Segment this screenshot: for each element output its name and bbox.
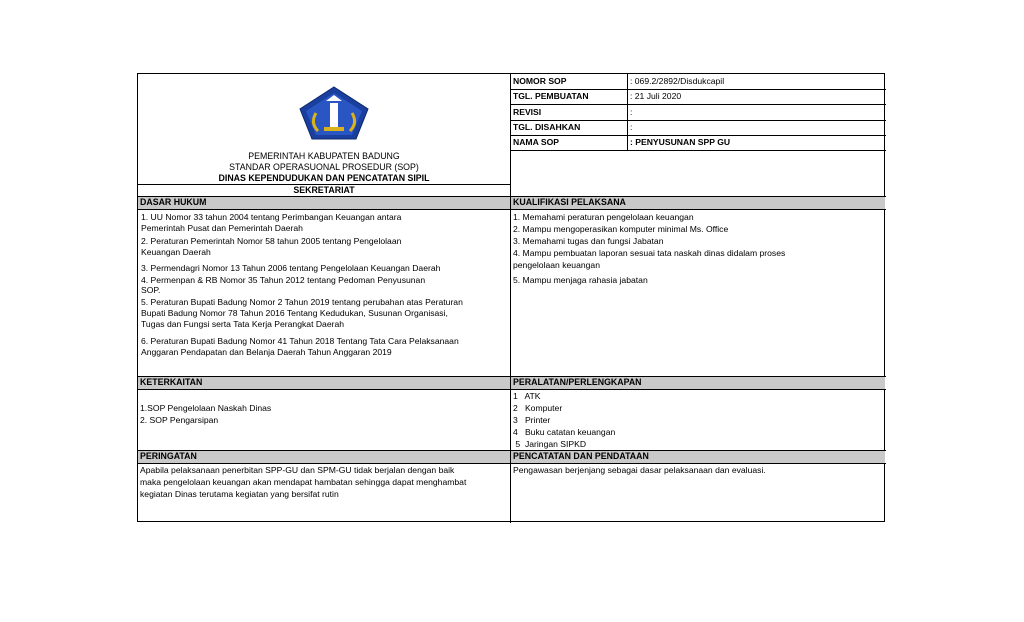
peralatan-item-3: 3 Printer: [513, 415, 551, 425]
info-value-tgl-disahkan: :: [630, 122, 633, 132]
info-label-tgl-pembuatan: TGL. PEMBUATAN: [513, 91, 589, 101]
dasar-hukum-header: DASAR HUKUM: [138, 197, 510, 209]
dasar-hukum-item-2: 2. Peraturan Pemerintah Nomor 58 tahun 2005 tentang Pengelolaan: [141, 236, 402, 246]
info-label-divider: [627, 74, 628, 150]
kualifikasi-item-3: 3. Memahami tugas dan fungsi Jabatan: [513, 236, 664, 246]
section-name: SEKRETARIAT: [293, 185, 355, 195]
info-value-tgl-pembuatan: : 21 Juli 2020: [630, 91, 682, 101]
peringatan-line-2: maka pengelolaan keuangan akan mendapat hambatan sehingga dapat menghambat: [140, 477, 467, 487]
pencatatan-line-1: Pengawasan berjenjang sebagai dasar pelaksanaan dan evaluasi.: [513, 465, 766, 475]
dasar-hukum-item-3: 3. Permendagri Nomor 13 Tahun 2006 tentang Pengelolaan Keuangan Daerah: [141, 263, 441, 273]
peralatan-item-2: 2 Komputer: [513, 403, 563, 413]
info-label-nomor-sop: NOMOR SOP: [513, 76, 567, 86]
dasar-hukum-item-6: 6. Peraturan Bupati Badung Nomor 41 Tahun 2018 Tentang Tata Cara Pelaksanaan: [141, 336, 459, 346]
dasar-hukum-item-5-cont: Bupati Badung Nomor 78 Tahun 2016 Tentang Kedudukan, Susunan Organisasi,: [141, 308, 448, 318]
dasar-hukum-item-1: 1. UU Nomor 33 tahun 2004 tentang Perimbangan Keuangan antara: [141, 212, 402, 222]
keterkaitan-header: KETERKAITAN: [138, 377, 510, 389]
kualifikasi-item-4-cont: pengelolaan keuangan: [513, 260, 600, 270]
kualifikasi-item-5: 5. Mampu menjaga rahasia jabatan: [513, 275, 648, 285]
keterkaitan-item-1: 1.SOP Pengelolaan Naskah Dinas: [140, 403, 272, 413]
info-value-nomor-sop: : 069.2/2892/Disdukcapil: [630, 76, 725, 86]
department-name: DINAS KEPENDUDUKAN DAN PENCATATAN SIPIL: [218, 173, 430, 183]
peringatan-header: PERINGATAN: [138, 451, 510, 463]
kualifikasi-header: KUALIFIKASI PELAKSANA: [511, 197, 885, 209]
peralatan-item-1: 1 ATK: [513, 391, 541, 401]
kualifikasi-item-2: 2. Mampu mengoperasikan komputer minimal Ms. Office: [513, 224, 729, 234]
peralatan-item-5: 5 Jaringan SIPKD: [513, 439, 587, 449]
peringatan-line-1: Apabila pelaksanaan penerbitan SPP-GU dan SPM-GU tidak berjalan dengan baik: [140, 465, 455, 475]
dasar-hukum-item-6-cont: Anggaran Pendapatan dan Belanja Daerah Tahun Anggaran 2019: [141, 347, 392, 357]
sop-document-sheet: [137, 73, 885, 522]
peralatan-header: PERALATAN/PERLENGKAPAN: [511, 377, 885, 389]
keterkaitan-item-2: 2. SOP Pengarsipan: [140, 415, 219, 425]
dasar-hukum-item-1-cont: Pemerintah Pusat dan Pemerintah Daerah: [141, 223, 303, 233]
dasar-hukum-item-4-cont: SOP.: [141, 285, 161, 295]
peringatan-line-3: kegiatan Dinas terutama kegiatan yang bersifat rutin: [140, 489, 339, 499]
info-value-revisi: :: [630, 107, 633, 117]
pencatatan-header: PENCATATAN DAN PENDATAAN: [511, 451, 885, 463]
dasar-hukum-item-2-cont: Keuangan Daerah: [141, 247, 211, 257]
org-subtitle: STANDAR OPERASUONAL PROSEDUR (SOP): [229, 162, 419, 172]
info-label-tgl-disahkan: TGL. DISAHKAN: [513, 122, 581, 132]
info-label-nama-sop: NAMA SOP: [513, 137, 559, 147]
kualifikasi-item-1: 1. Memahami peraturan pengelolaan keuangan: [513, 212, 694, 222]
badung-emblem-icon: [296, 85, 372, 141]
org-name: PEMERINTAH KABUPATEN BADUNG: [248, 151, 400, 161]
dasar-hukum-item-5-cont2: Tugas dan Fungsi serta Tata Kerja Perangkat Daerah: [141, 319, 345, 329]
dasar-hukum-item-5: 5. Peraturan Bupati Badung Nomor 2 Tahun 2019 tentang perubahan atas Peraturan: [141, 297, 463, 307]
info-label-revisi: REVISI: [513, 107, 542, 117]
dasar-hukum-item-4: 4. Permenpan & RB Nomor 35 Tahun 2012 tentang Pedoman Penyusunan: [141, 275, 426, 285]
peralatan-item-4: 4 Buku catatan keuangan: [513, 427, 616, 437]
kualifikasi-item-4: 4. Mampu pembuatan laporan sesuai tata naskah dinas didalam proses: [513, 248, 786, 258]
info-value-nama-sop: : PENYUSUNAN SPP GU: [630, 137, 731, 147]
